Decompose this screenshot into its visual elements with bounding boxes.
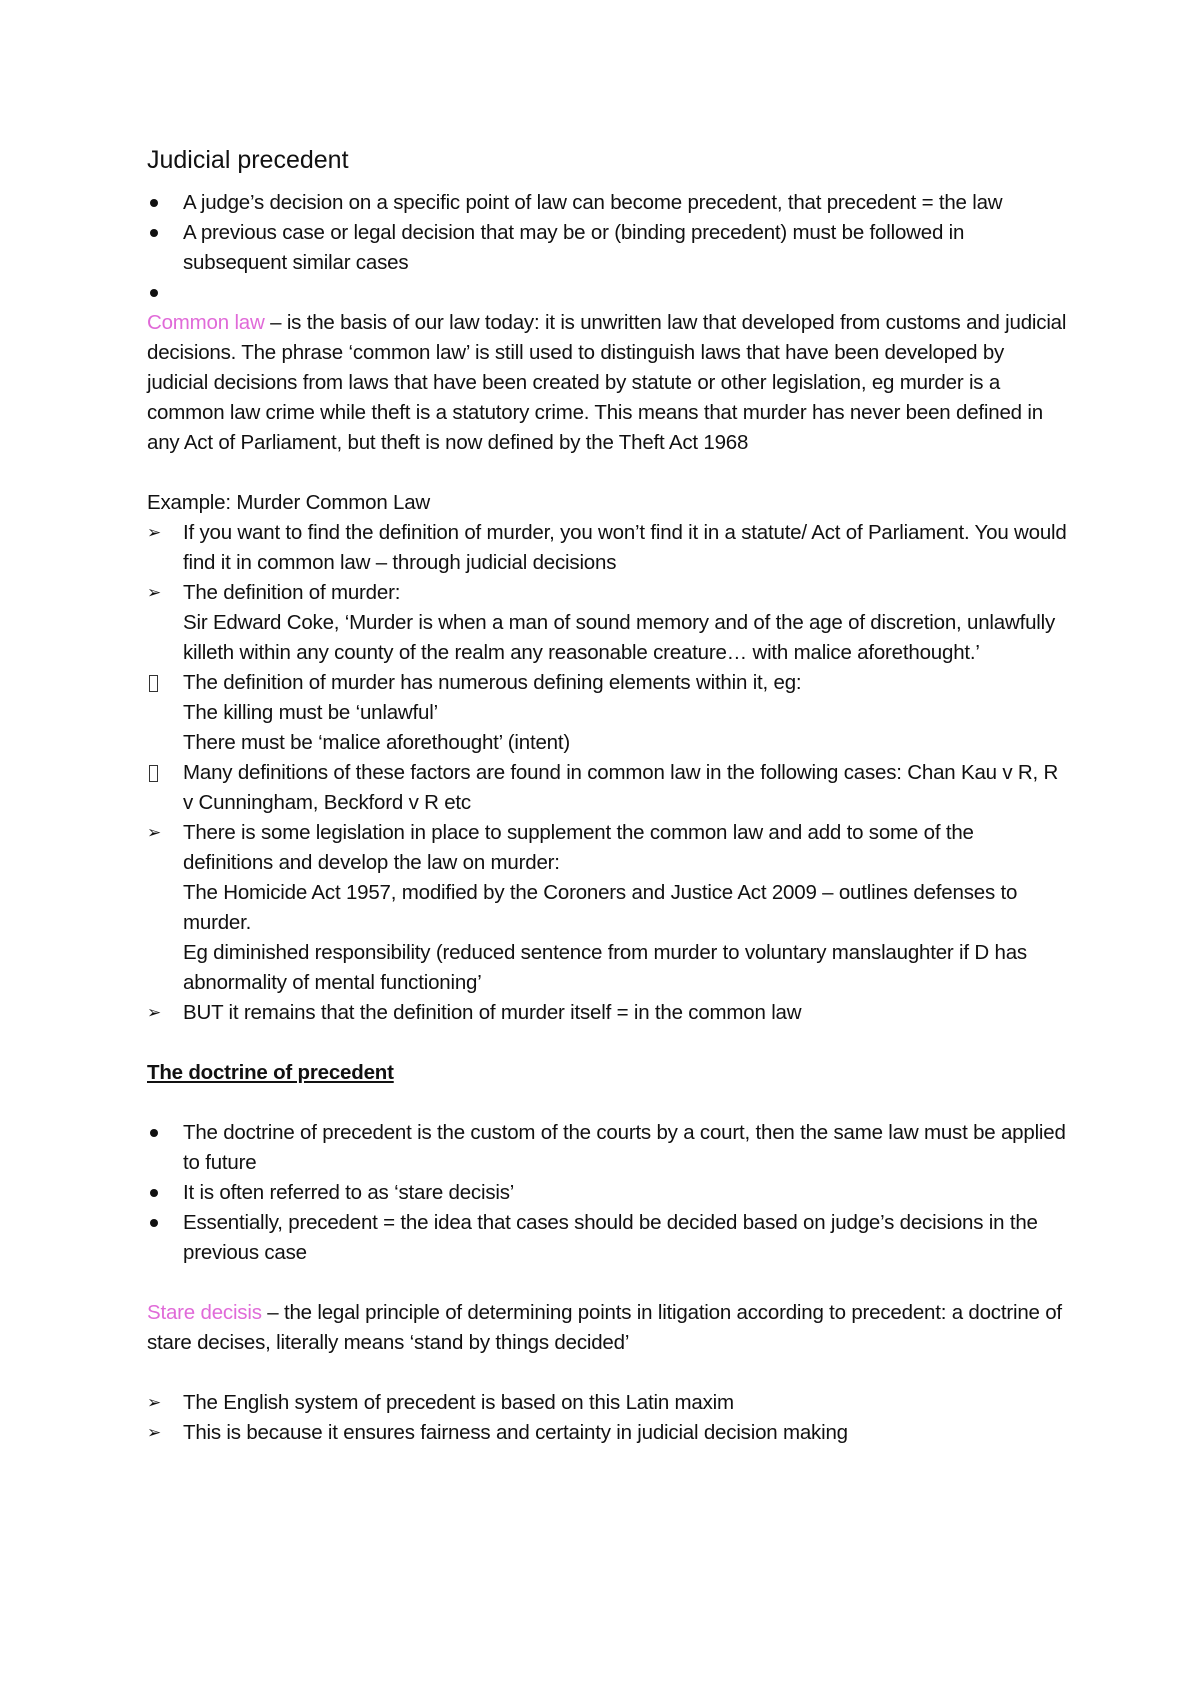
doctrine-heading: The doctrine of precedent bbox=[147, 1061, 394, 1084]
item-line: Eg diminished responsibility (reduced sentence from murder to voluntary manslaughter if D has abnormality of mental functioning’ bbox=[183, 941, 1027, 994]
final-list bbox=[147, 1388, 1067, 1448]
list-item bbox=[147, 518, 1067, 578]
item-line: The definition of murder has numerous defining elements within it, eg: bbox=[183, 671, 802, 694]
item-line: There must be ‘malice aforethought’ (intent) bbox=[183, 731, 570, 754]
list-item bbox=[147, 578, 1067, 668]
list-item bbox=[147, 998, 1067, 1028]
list-item: The doctrine of precedent is the custom of the courts by a court, then the same law must be applied to future bbox=[147, 1118, 1067, 1178]
list-item: A previous case or legal decision that may be or (binding precedent) must be followed in subsequent similar cases bbox=[147, 218, 1067, 278]
stare-decisis-text: – the legal principle of determining points in litigation according to precedent: a doctrine of stare decises, literally means ‘stand by things decided’ bbox=[147, 1301, 1062, 1354]
list-item: A judge’s decision on a specific point of law can become precedent, that precedent = the law bbox=[147, 188, 1067, 218]
common-law-term: Common law bbox=[147, 311, 265, 334]
item-line: The Homicide Act 1957, modified by the Coroners and Justice Act 2009 – outlines defenses to murder. bbox=[183, 881, 1018, 934]
document-body bbox=[147, 140, 1067, 1448]
example-list bbox=[147, 518, 1067, 1028]
item-line: ➢ If you want to find the definition of murder, you won’t find it in a statute/ Act of Parliament. You would find it in common law – through judicial decisions bbox=[183, 521, 1067, 574]
doctrine-list bbox=[147, 1118, 1067, 1268]
stare-decisis-term: Stare decisis bbox=[147, 1301, 262, 1324]
list-item bbox=[147, 668, 1067, 758]
list-item: ➢ The English system of precedent is based on this Latin maxim bbox=[147, 1388, 1067, 1418]
item-line: Many definitions of these factors are found in common law in the following cases: Chan Kau v R, R v Cunningham, Beckford v R etc bbox=[183, 761, 1059, 814]
item-line: Sir Edward Coke, ‘Murder is when a man of sound memory and of the age of discretion, unlawfully killeth within any county of the realm any reasonable creature… with malice aforethought.’ bbox=[183, 611, 1056, 664]
item-line: ➢ BUT it remains that the definition of murder itself = in the common law bbox=[183, 1001, 802, 1024]
list-item bbox=[147, 818, 1067, 998]
list-item: It is often referred to as ‘stare decisis’ bbox=[147, 1178, 1067, 1208]
stare-decisis-paragraph bbox=[147, 1298, 1067, 1358]
list-item: Essentially, precedent = the idea that cases should be decided based on judge’s decisions in the previous case bbox=[147, 1208, 1067, 1268]
list-item bbox=[147, 278, 1067, 308]
item-line: ➢ There is some legislation in place to supplement the common law and add to some of the definitions and develop the law on murder: bbox=[183, 821, 974, 874]
item-line: The killing must be ‘unlawful’ bbox=[183, 701, 438, 724]
intro-list bbox=[147, 188, 1067, 308]
page-title: Judicial precedent bbox=[147, 146, 349, 174]
list-item bbox=[147, 758, 1067, 818]
common-law-paragraph bbox=[147, 308, 1067, 458]
common-law-text: – is the basis of our law today: it is unwritten law that developed from customs and judicial decisions. The phrase ‘common law’ is still used to distinguish laws that have been developed by judicial decisions from laws that have been created by statute or other legislation, eg murder is a common law crime while theft is a statutory crime. This means that murder has never been defined in any Act of Parliament, but theft is now defined by the Theft Act 1968 bbox=[147, 311, 1067, 454]
item-line: ➢ The definition of murder: bbox=[183, 581, 401, 604]
example-heading: Example: Murder Common Law bbox=[147, 491, 431, 514]
list-item: ➢ This is because it ensures fairness and certainty in judicial decision making bbox=[147, 1418, 1067, 1448]
